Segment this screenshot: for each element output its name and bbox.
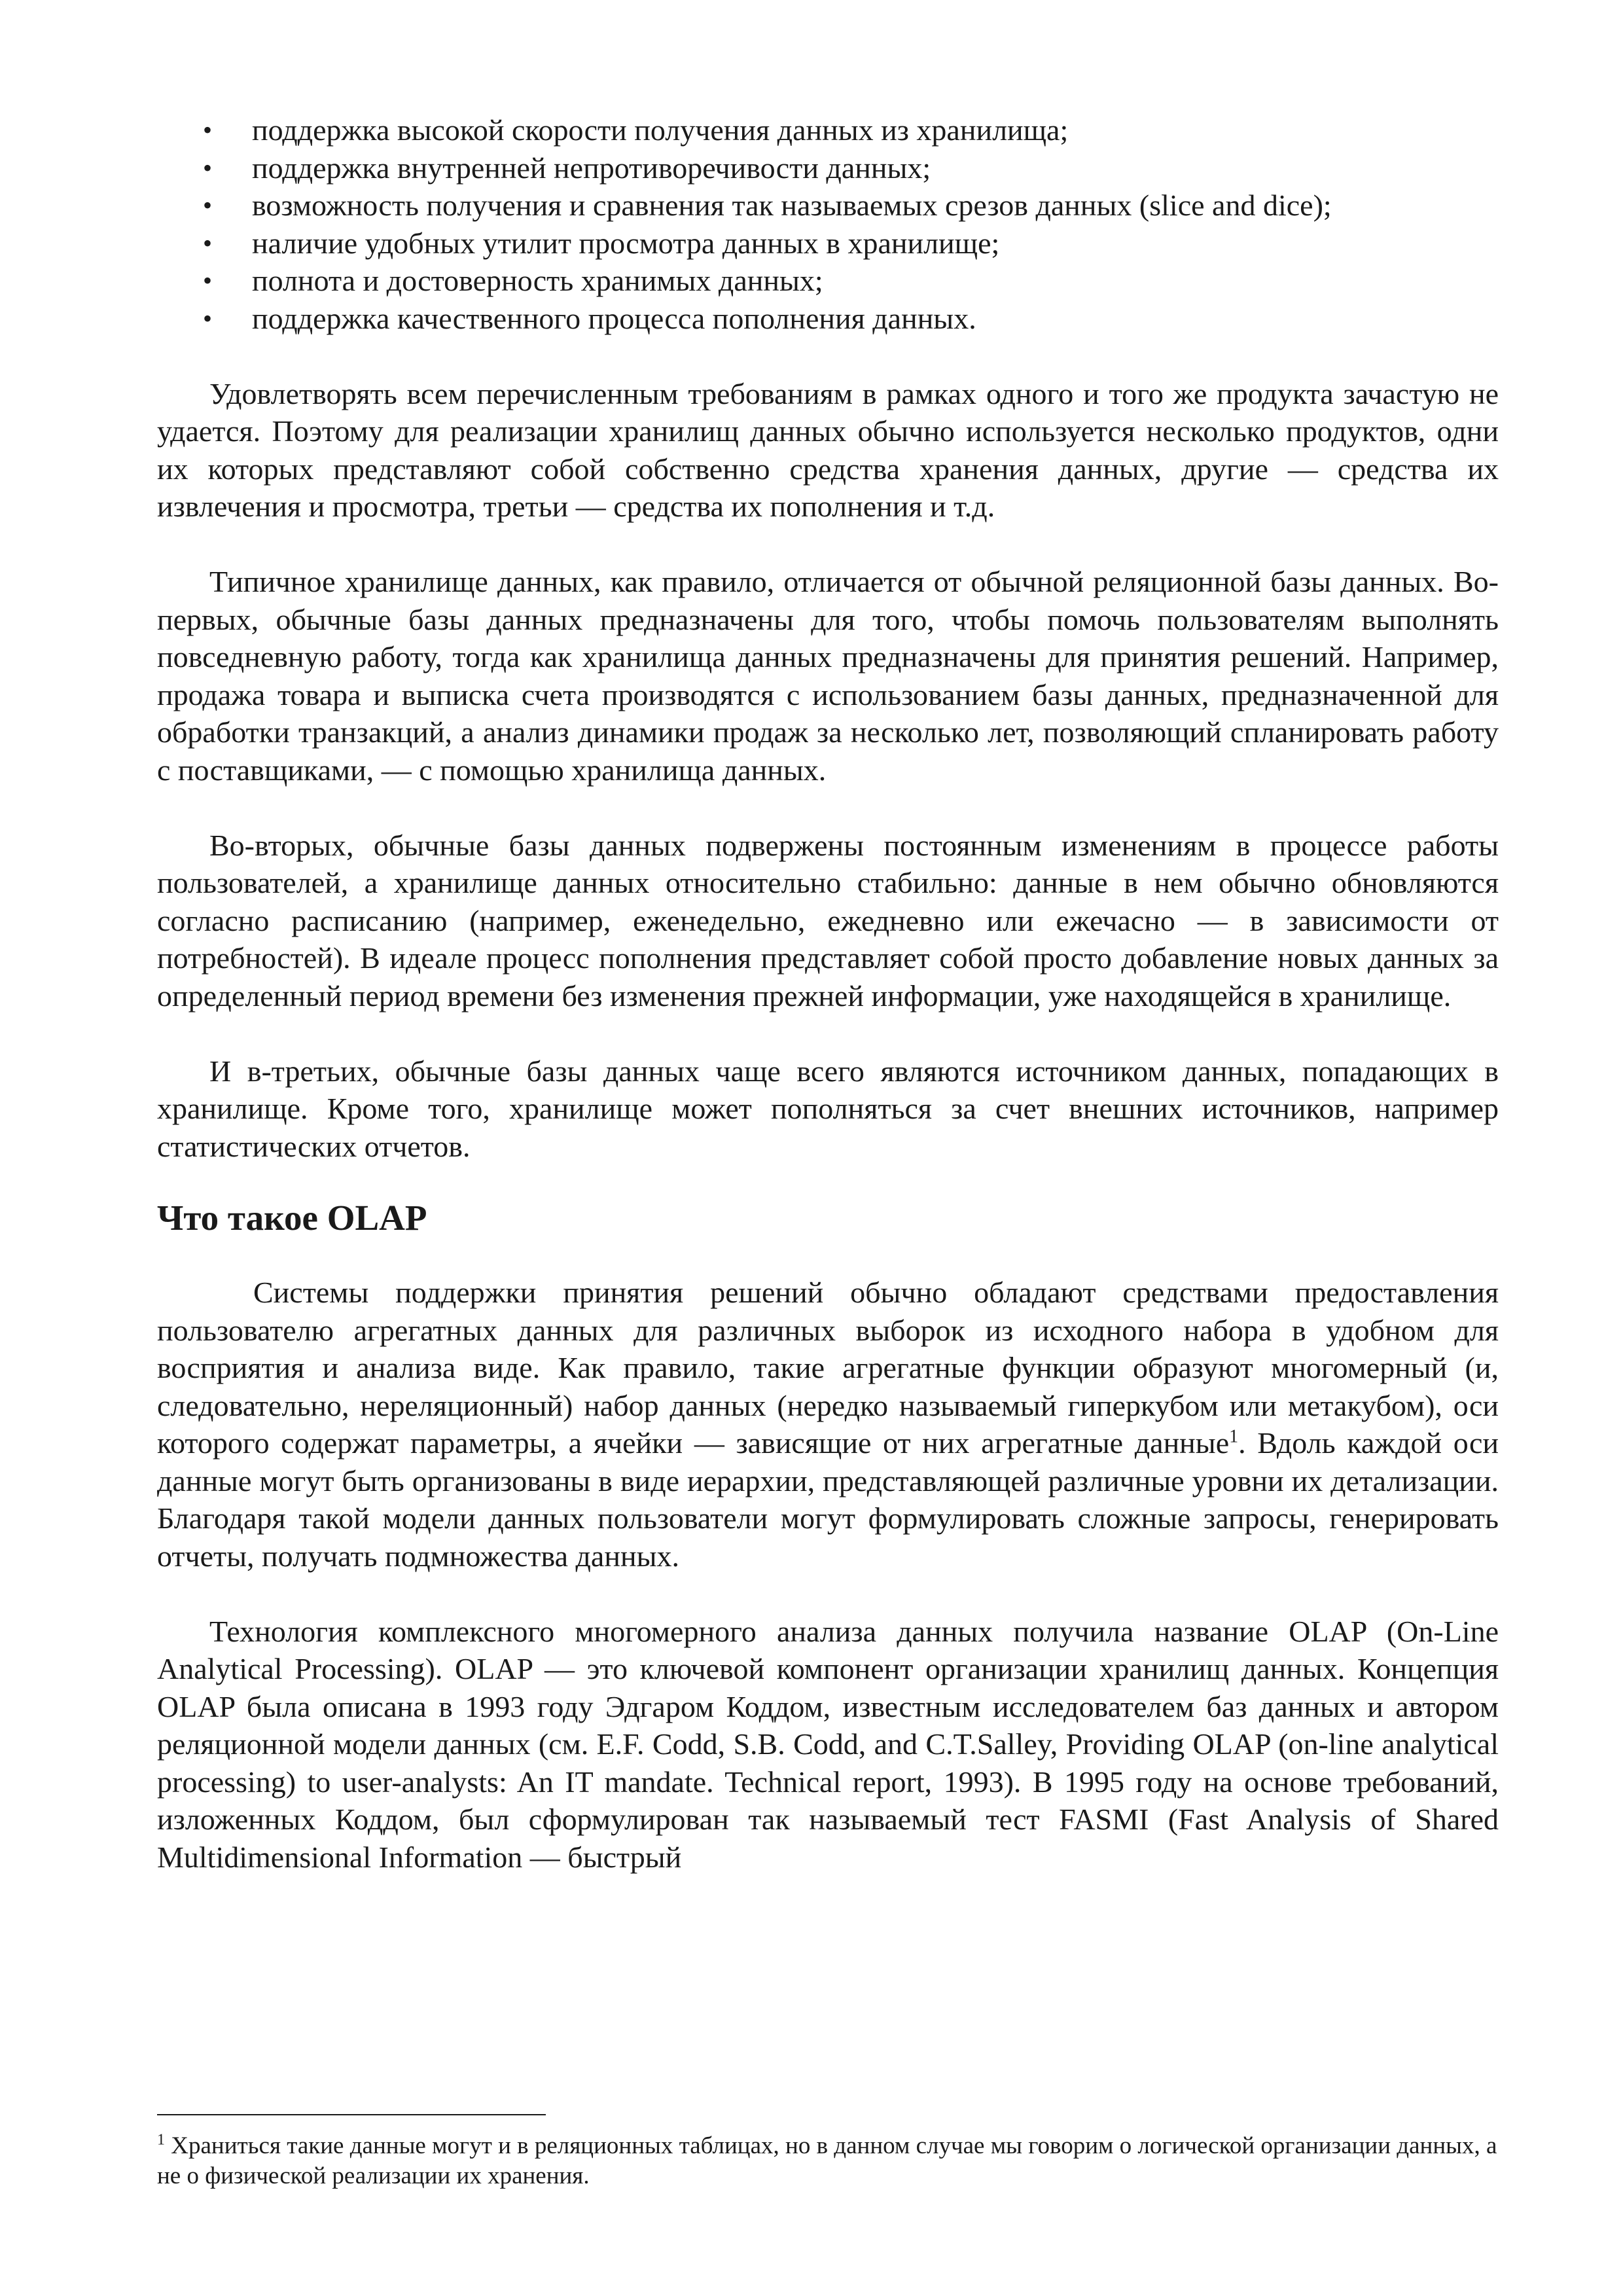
paragraph-requirements-summary: Удовлетворять всем перечисленным требованиям в рамках одного и того же продукта зачастую не удается. Поэтому для реализации хранилищ данных обычно используется несколько продуктов, одни их которых представляют собой собственно средства хранения данных, другие — средства их извлечения и просмотра, третьи — средства их пополнения и т.д. bbox=[157, 376, 1499, 523]
footnote-text: Храниться такие данные могут и в реляционных таблицах, но в данном случае мы говорим о логической организации данных, а не о физической реализации их хранения. bbox=[157, 2132, 1497, 2189]
list-item: • наличие удобных утилит просмотра данных в хранилище; bbox=[157, 224, 1499, 262]
list-item: • поддержка качественного процесса пополнения данных. bbox=[157, 300, 1499, 338]
paragraph-third-difference: И в-третьих, обычные базы данных чаще всего являются источником данных, попадающих в хранилище. Кроме того, хранилище может пополняться за счет внешних источников, например статистических отчетов. bbox=[157, 1054, 1499, 1163]
document-page bbox=[157, 111, 1499, 1876]
paragraph-typical-warehouse: Типичное хранилище данных, как правило, отличается от обычной реляционной базы данных. Во-первых, обычные базы данных предназначены для того, чтобы помочь пользователям выполнять повседневную работу, тогда как хранилища данных предназначены для принятия решений. Например, продажа товара и выписка счета производятся с использованием базы данных, предназначенной для обработки транзакций, а анализ динамики продаж за несколько лет, позволяющий спланировать работу с поставщиками, — с помощью хранилища данных. bbox=[157, 565, 1499, 787]
requirements-list bbox=[157, 111, 1499, 337]
paragraph-text: . Вдоль каждой оси данные могут быть организованы в виде иерархии, представляющей различные уровни их детализации. Благодаря такой модели данных пользователи могут формулировать сложные запросы, генерировать отчеты, получать подмножества данных. bbox=[157, 1426, 1499, 1573]
list-item: • поддержка высокой скорости получения данных из хранилища; bbox=[157, 111, 1499, 149]
paragraph-text: Системы поддержки принятия решений обычно обладают средствами предоставления пользователю агрегатных данных для различных выборок из исходного набора в удобном для восприятия и анализа виде. Как правило, такие агрегатные функции образуют многомерный (и, следовательно, нереляционный) набор данных (нередко называемый гиперкубом или метакубом), оси которого содержат параметры, а ячейки — зависящие от них агрегатные данные bbox=[157, 1276, 1499, 1460]
paragraph-decision-support bbox=[157, 1274, 1499, 1575]
section-heading: Что такое OLAP bbox=[157, 1198, 427, 1238]
footnote-reference[interactable]: 1 bbox=[1229, 1426, 1239, 1447]
list-item: • возможность получения и сравнения так называемых срезов данных (slice and dice); bbox=[157, 187, 1499, 224]
footnote bbox=[157, 2131, 1499, 2191]
paragraph-second-difference: Во-вторых, обычные базы данных подвержены постоянным изменениям в процессе работы пользователей, а хранилище данных относительно стабильно: данные в нем обычно обновляются согласно расписанию (например, еженедельно, ежедневно или ежечасно — в зависимости от потребностей). В идеале процесс пополнения представляет собой просто добавление новых данных за определенный период времени без изменения прежней информации, уже находящейся в хранилище. bbox=[157, 828, 1499, 1013]
list-item: • поддержка внутренней непротиворечивости данных; bbox=[157, 149, 1499, 187]
list-item: • полнота и достоверность хранимых данных; bbox=[157, 262, 1499, 300]
footnote-divider bbox=[157, 2114, 546, 2115]
footnote-mark: 1 bbox=[157, 2131, 165, 2149]
paragraph-olap-technology: Технология комплексного многомерного анализа данных получила название OLAP (On-Line Analytical Processing). OLAP — это ключевой компонент организации хранилищ данных. Концепция OLAP была описана в 1993 году Эдгаром Коддом, известным исследователем баз данных и автором реляционной модели данных (см. E.F. Codd, S.B. Codd, and C.T.Salley, Providing OLAP (on-line analytical processing) to user-analysts: An IT mandate. Technical report, 1993). В 1995 году на основе требований, изложенных Коддом, был сформулирован так называемый тест FASMI (Fast Analysis of Shared Multidimensional Information — быстрый bbox=[157, 1614, 1499, 1874]
